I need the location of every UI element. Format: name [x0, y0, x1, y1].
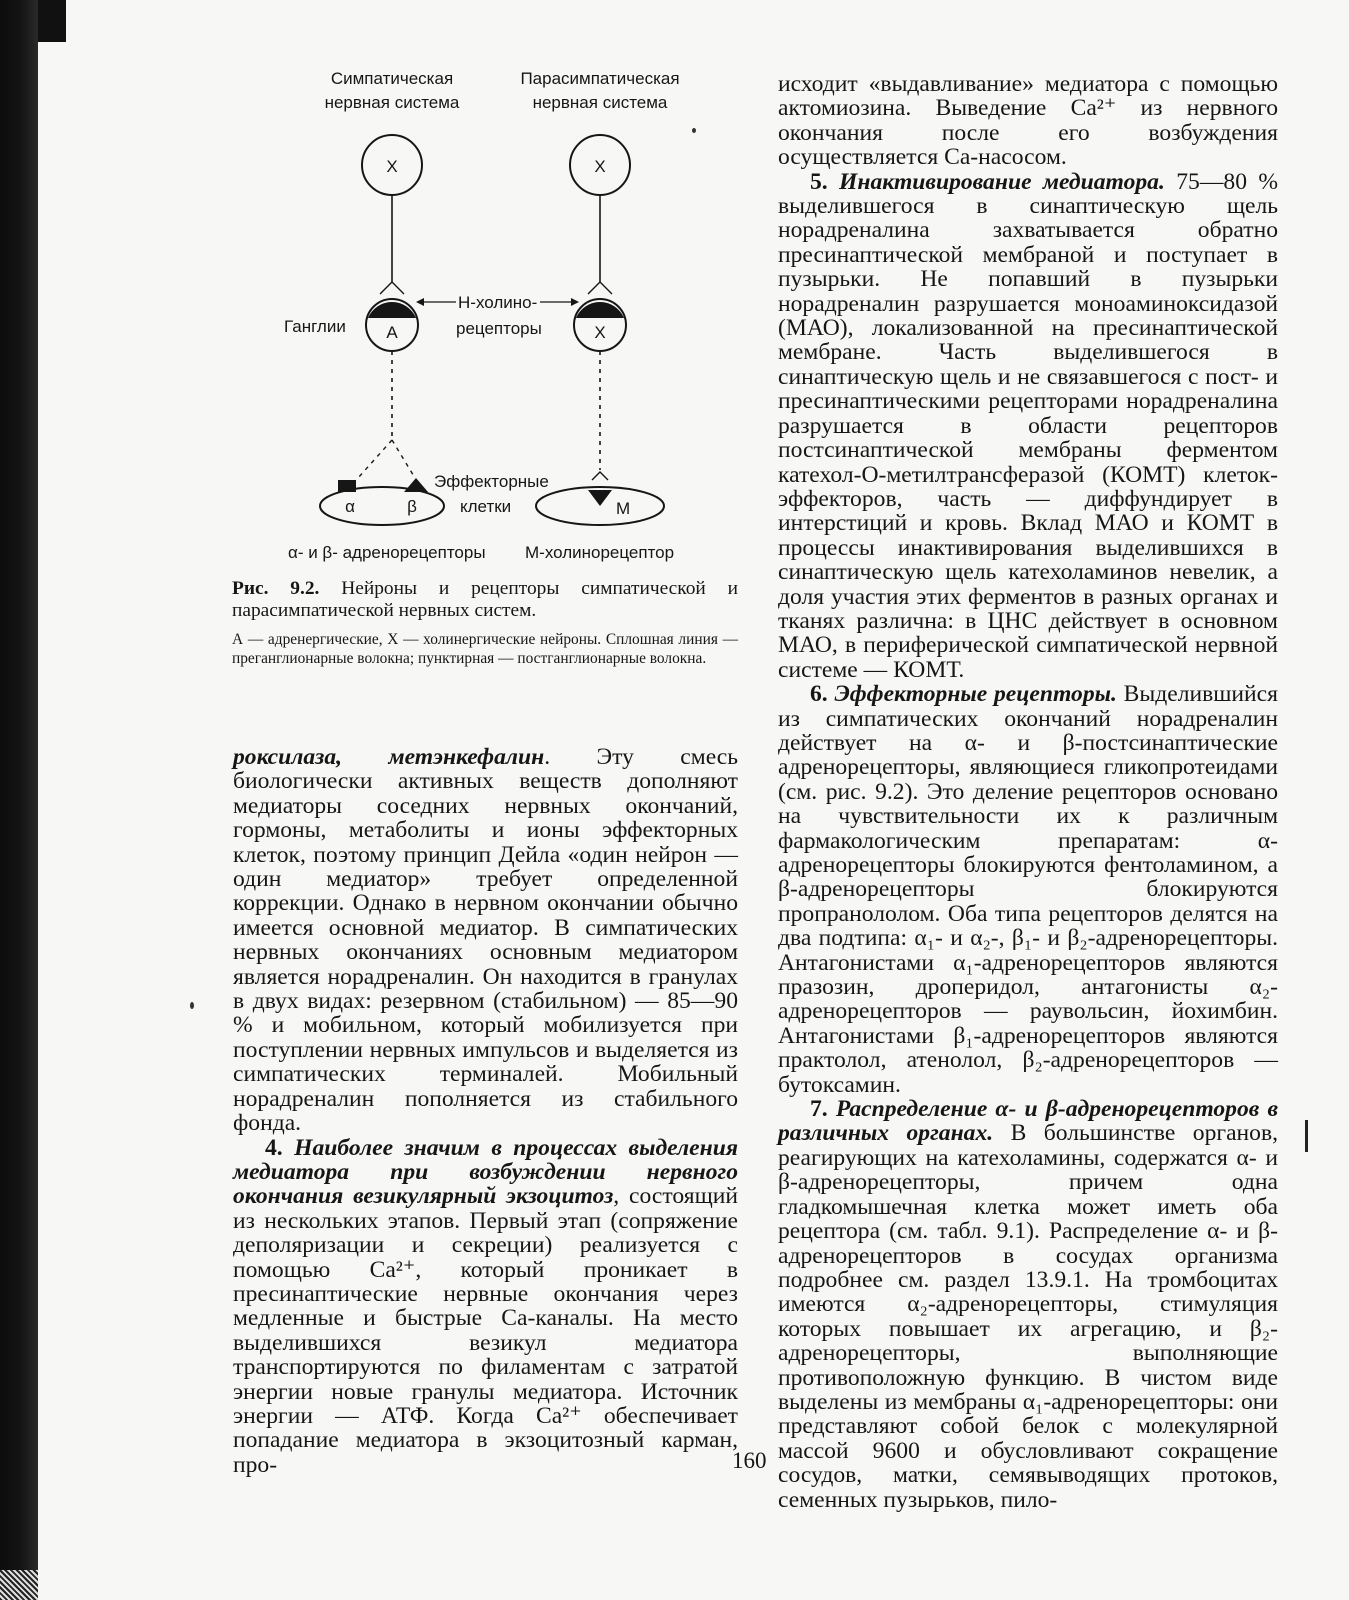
left-p1-text: . Эту смесь биологически активных веществ дополняют медиаторы соседних нервных окончаний, гормоны, метаболиты и ионы эффекторных клеток, поэтому принцип Дейла «один нейрон — один медиатор» требует определенной коррекции. Однако в нервном окончании обычно имеется основной медиатор. В симпатических нервных окончаниях основным медиатором является норадреналин. Он находится в гранулах в двух видах: резервном (стабильном) — 85—90 % и мобильном, который мобилизуется при поступлении нервных импульсов и выделяется из симпатических терминалей. Мобильный норадреналин пополняется из стабильного фонда. [233, 744, 739, 1137]
caption-text: Нейроны и рецепторы симпатической и парасимпатической нервных систем. [232, 578, 738, 621]
left-text-column [233, 745, 738, 1477]
m-receptor-mark [588, 490, 612, 506]
scan-noise [0, 1570, 38, 1600]
neuron-receptor-diagram [270, 60, 730, 580]
left-p2-text: , состоящий из нескольких этапов. Первый этап (сопряжение деполяризации и секреции) реализуется с помощью Ca²⁺, который проникает в пресинаптические нервные окончания через медленные и быстрые Са-каналы. На место выделившихся везикул медиатора транспортируются по филаментам с затратой энергии новые гранулы медиатора. Источник энергии — АТФ. Когда Ca²⁺ обеспечивает попадание медиатора в экзоцитозный карман, про- [233, 1183, 738, 1478]
header-right-line2: нервная система [532, 93, 668, 112]
right-paragraph-1: исходит «выдавливание» медиатора с помощью актомиозина. Выведение Ca²⁺ из нервного окончания после его возбуждения осуществляется Са-насосом. [778, 71, 1278, 171]
alpha-label: α [345, 497, 355, 516]
ganglia-label: Ганглии [284, 317, 346, 336]
right-p4-text: В большинстве органов, реагирующих на катехоламины, содержатся α- и β-адренорецепторы, причем одна гладкомышечная клетка может иметь оба рецептора (см. табл. 9.1). Распределение α- и β-адренорецепторов в сосудах организма подробнее см. раздел 13.9.1. На тромбоцитах имеются α₂-адренорецепторы, стимуляция которых повышает их агрегацию, и β₂-адренорецепторы, выполняющие противоположную функцию. В чистом виде выделены из мембраны α₁-адренорецепторы: они представляют собой белок с молекулярной массой 9600 и обусловливают сокращение сосудов, матки, семявыводящих протоков, семенных пузырьков, пило- [778, 1120, 1279, 1513]
right-p3-text: Выделившийся из симпатических окончаний норадреналин действует на α- и β-постсинаптические адренорецепторы, являющиеся гликопротеидами (см. рис. 9.2). Это деление рецепторов основано на чувствительности их к различным фармакологическим препаратам: α-адренорецепторы блокируются фентоламином, а β-адренорецепторы блокируются пропранололом. Оба типа рецепторов делятся на два подтипа: α₁- и α₂-, β₁- и β₂-адренорецепторы. Антагонистами α₁-адренорецепторов являются празозин, дроперидол, антагонисты α₂-адренорецепторов — раувольсин, йохимбин. Антагонистами β₁-адренорецепторов являются практолол, атенолол, β₂-адренорецепторов — бутоксамин. [778, 681, 1278, 1098]
left-paragraph-2 [233, 1136, 738, 1478]
figure-caption-note: А — адренергические, Х — холинергические нейроны. Сплошная линия — преганглионарные волокна; пунктирная — постганглионарные волокна. [232, 631, 738, 667]
effector-label-line1: Эффекторные [434, 472, 549, 491]
effector-label-line2: клетки [460, 497, 512, 516]
left-p1-bold: роксилаза, метэнкефалин [233, 744, 545, 770]
left-p2-bold: Наиболее значим в процессах выделения медиатора при возбуждении нервного окончания везикулярный экзоцитоз [233, 1134, 739, 1210]
scan-dark-edge [0, 0, 38, 1600]
header-left-line1: Симпатическая [330, 69, 454, 88]
right-p3-number: 6. [810, 681, 835, 708]
left-paragraph-1 [233, 745, 738, 1136]
ganglion-label-x: X [594, 323, 606, 342]
right-p2-number: 5. [810, 168, 840, 195]
m-label: M [616, 499, 631, 518]
right-p4-bold: Распределение α- и β-адренорецепторов в различных органах. [778, 1096, 1278, 1147]
page-number: 160 [732, 1448, 767, 1473]
synapse-arrow-left [380, 282, 404, 294]
postganglionic-branch-alpha [358, 440, 392, 478]
n-receptors-line2: рецепторы [456, 319, 542, 338]
margin-mark [1305, 1120, 1308, 1152]
postganglionic-branch-beta [392, 440, 415, 478]
scan-corner-mark [38, 0, 66, 42]
right-p4-number: 7. [810, 1096, 836, 1123]
pointer-arrow-right [571, 298, 579, 306]
left-p2-number: 4. [265, 1134, 295, 1161]
header-right-line1: Парасимпатическая [520, 69, 680, 88]
right-text-column [778, 72, 1278, 1512]
ganglion-label-a: A [386, 323, 398, 342]
caption-number: Рис. 9.2. [232, 578, 320, 599]
beta-label: β [407, 497, 417, 516]
figure-caption [232, 578, 738, 622]
right-paragraph-4 [778, 1097, 1278, 1512]
right-p3-bold: Эффекторные рецепторы. [834, 681, 1117, 708]
bottom-label-right: М-холинорецептор [525, 543, 675, 562]
pointer-arrow-left [416, 298, 424, 306]
neuron-label-right: X [594, 157, 606, 176]
right-p2-text: 75—80 % выделившегося в синаптическую щель норадреналина захватывается обратно пресинаптической мембраной и поступает в пузырьки. Не попавший в пузырьки норадреналин разрушается моноаминоксидазой (МАО), локализованной на пресинаптической мембране. Часть выделившегося в синаптическую щель и не связавшегося с пост- и пресинаптическими рецепторами норадреналина разрушается в области рецепторов постсинаптической мембраны ферментом катехол-О-метилтрансферазой (КОМТ) клеток-эффекторов, часть — диффундирует в интерстиций и кровь. Вклад МАО и КОМТ в процессы инактивирования выделившихся в синаптическую щель катехоламинов невелик, а доля участия этих ферментов в разных органах и тканях различна: в ЦНС действует в основном МАО, в периферической симпатической нервной системе — КОМТ. [778, 168, 1279, 683]
figure-diagram [270, 60, 730, 580]
effector-cell-left [320, 487, 444, 525]
header-left-line2: нервная система [324, 93, 460, 112]
right-p2-bold: Инактивирование медиатора. [839, 168, 1165, 195]
ink-speck [190, 1002, 194, 1009]
effector-arrow-right [592, 472, 608, 480]
right-paragraph-2 [778, 170, 1278, 683]
bottom-label-left: α- и β- адренорецепторы [288, 543, 486, 562]
synapse-arrow-right [588, 282, 612, 294]
right-paragraph-3 [778, 682, 1278, 1097]
neuron-label-left: X [386, 157, 398, 176]
n-receptors-line1: Н-холино- [458, 293, 538, 312]
ink-speck [692, 128, 696, 133]
